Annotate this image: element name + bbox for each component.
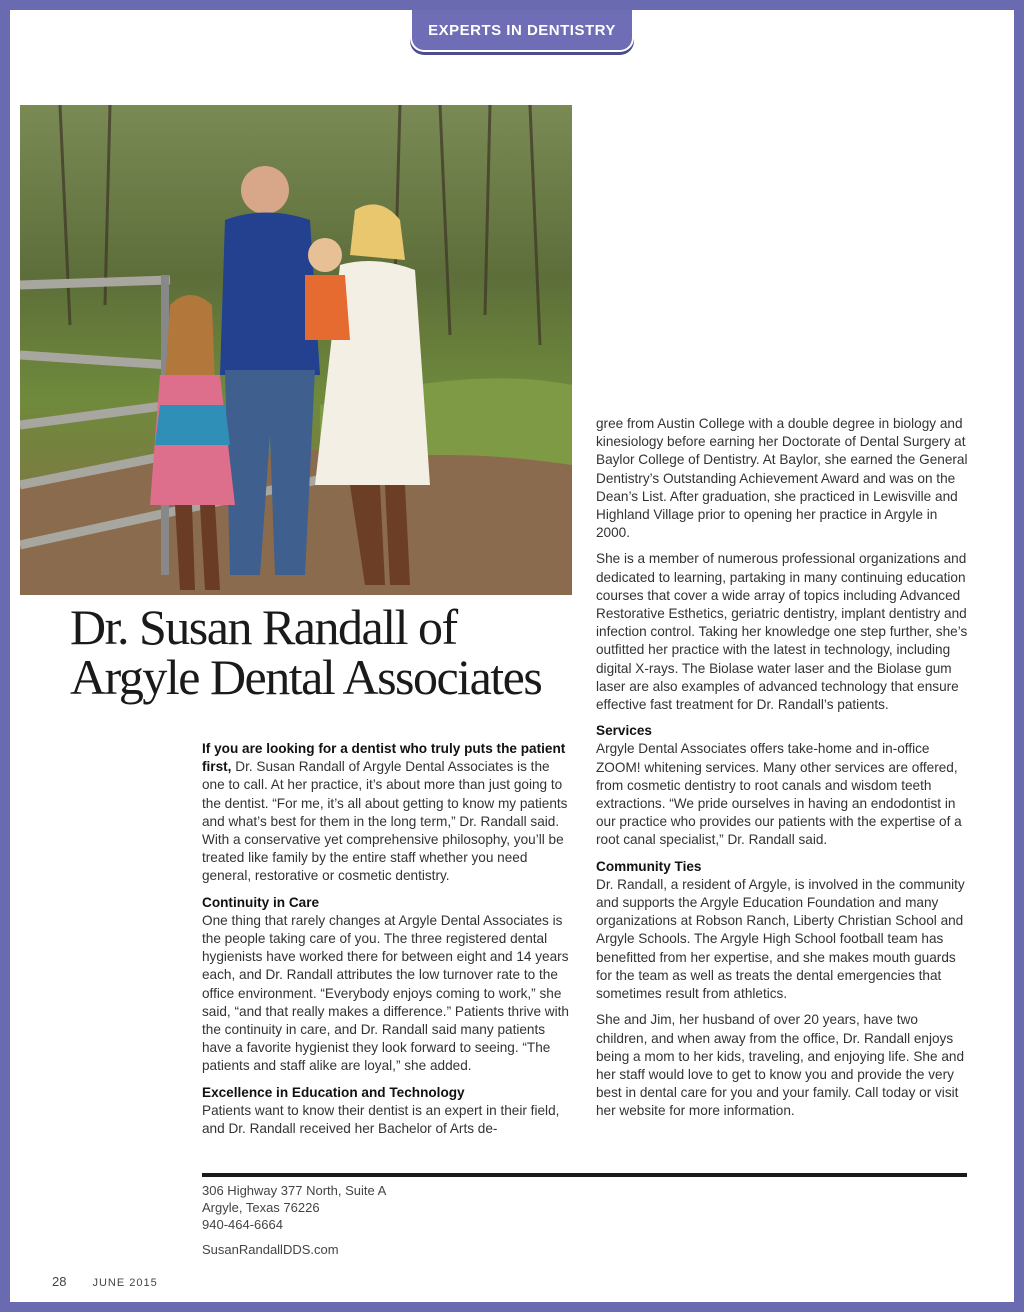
phone-number: 940-464-6664 [202,1217,283,1232]
address-line-1: 306 Highway 377 North, Suite A [202,1183,387,1198]
paragraph-membership: She is a member of numerous professional organizations and dedicated to learning, partaking in many continuing education courses that cover a wide array of topics including Advanced Restorative Esthetics, geriatric dentistry, implant dentistry and infection control. Taking her knowledge one step further, she’s outfitted her practice with the latest in technology, including digital X-rays. The Biolase water laser and the Biolase gum laser are also examples of advanced technology that ensure effective fast treatment for Dr. Randall’s patients. [596,551,968,713]
article-column-left [202,740,574,1146]
paragraph-community: Dr. Randall, a resident of Argyle, is involved in the community and supports the Argyle Education Foundation and many organizations at Robson Ranch, Liberty Christian School and Argyle Schools. The Argyle High School football team has benefitted from her expertise, and she makes mouth guards for the team as well as treats the dental emergencies that sometimes result from athletics. [596,876,965,1002]
page-folio [52,1274,158,1289]
intro-paragraph [202,740,574,886]
intro-body: Dr. Susan Randall of Argyle Dental Associates is the one to call. At her practice, it’s about more than just going to the dentist. “For me, it’s all about getting to know my patients and what’s best for them in the long term,” Dr. Randall said. With a conservative yet comprehensive philosophy, you’ll be treated like family by the entire staff whether you need general, restorative or cosmetic dentistry. [202,759,568,884]
subhead-excellence: Excellence in Education and Technology [202,1084,465,1100]
paragraph-continuity: One thing that rarely changes at Argyle Dental Associates is the people taking care of you. The three registered dental hygienists have worked there for between eight and 14 years each, and Dr. Randall attributes the low turnover rate to the office environment. “Everybody enjoys coming to work,” she said, “and that really makes a difference.” Patients thrive with the continuity in care, and Dr. Randall said many patients have a favorite hygienist they look forward to seeing. “The patients and staff alike are loyal,” she added. [202,912,569,1074]
paragraph-excellence: Patients want to know their dentist is an expert in their field, and Dr. Randall received her Bachelor of Arts de- [202,1102,560,1137]
subhead-continuity: Continuity in Care [202,894,320,910]
website-link[interactable]: SusanRandallDDS.com [202,1242,339,1257]
contact-block [202,1182,386,1258]
intro-lead: If you are looking for a dentist who truly puts the patient first, [202,741,566,775]
paragraph-services: Argyle Dental Associates offers take-home and in-office ZOOM! whitening services. Many other services are offered, from cosmetic dentistry to root canals and wisdom teeth extractions. “We pride ourselves in having an endodontist in our practice who provides our patients with the expertise of a root canal specialist,” Dr. Randall said. [596,741,962,848]
family-photo [20,105,572,595]
section-tab: EXPERTS IN DENTISTRY [410,10,634,52]
contact-divider [202,1173,967,1177]
paragraph-family: She and Jim, her husband of over 20 years, have two children, and when away from the office, Dr. Randall enjoys being a mom to her kids, traveling, and enjoying life. She and her staff would love to get to know you and provide the very best in dental care for you and your family. Call today or visit her website for more information. [596,1012,965,1119]
article-headline: Dr. Susan Randall of Argyle Dental Associates [70,599,542,705]
subhead-services: Services [596,723,652,739]
address-line-2: Argyle, Texas 76226 [202,1200,320,1215]
paragraph-degree: gree from Austin College with a double degree in biology and kinesiology before earning her Doctorate of Dental Surgery at Baylor College of Dentistry. At Baylor, she earned the General Dentistry’s Outstanding Achievement Award and was on the Dean’s List. After graduation, she practiced in Lewisville and Highland Village prior to opening her practice in Argyle in 2000. [596,416,968,541]
issue-date: JUNE 2015 [92,1277,158,1289]
magazine-page [10,10,1014,1302]
page-number: 28 [52,1274,67,1289]
subhead-community: Community Ties [596,858,702,874]
article-column-right [596,415,968,1129]
